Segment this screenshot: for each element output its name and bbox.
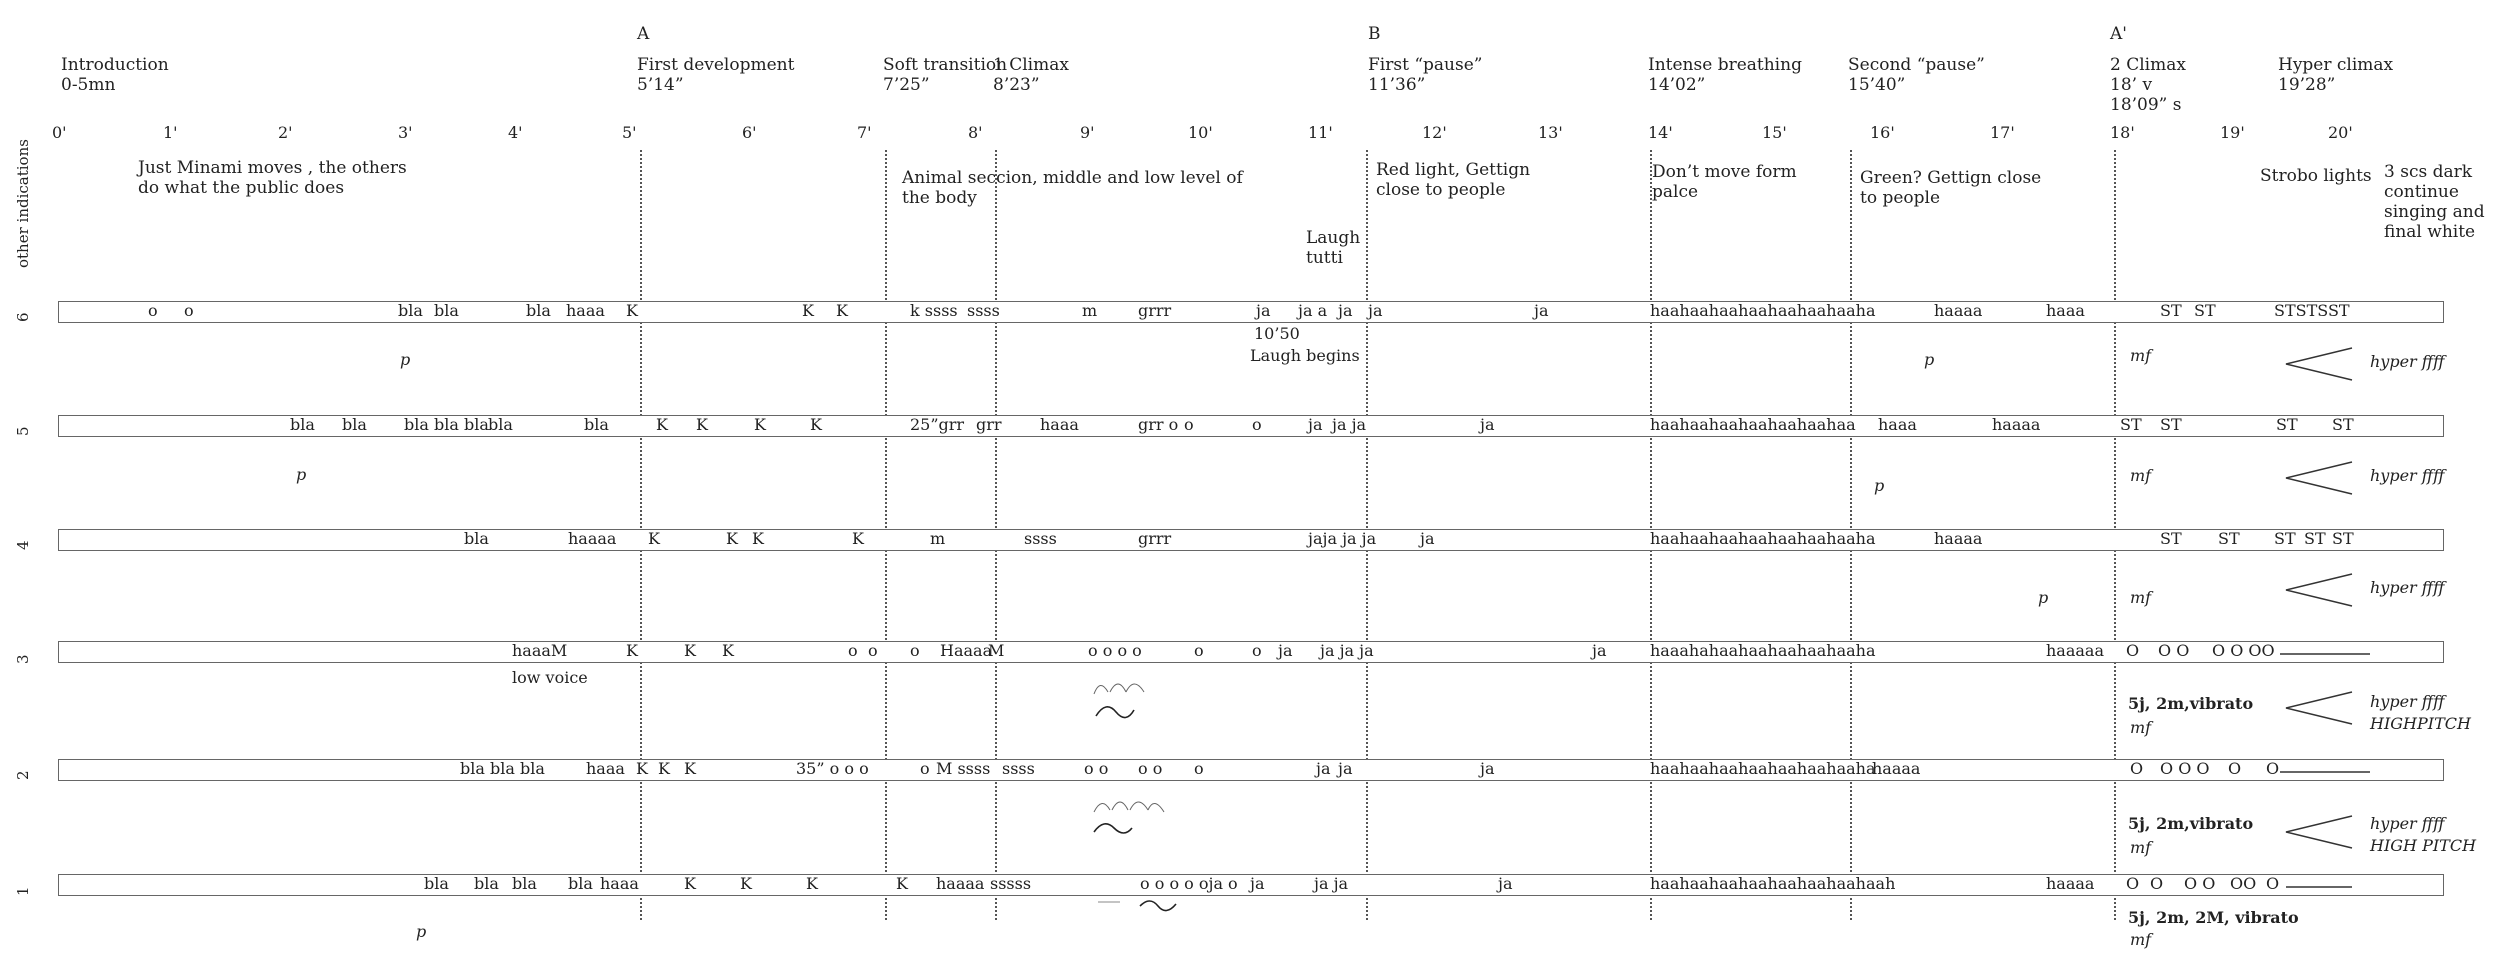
token: K bbox=[806, 874, 818, 893]
indication-green: Green? Gettign close to people bbox=[1860, 168, 2042, 208]
crescendo-hairpin-icon bbox=[2284, 814, 2354, 850]
indication-final: 3 scs dark continue singing and final white bbox=[2384, 162, 2485, 242]
token: Haaaa bbox=[940, 641, 993, 660]
token: o bbox=[1184, 415, 1194, 434]
token: ssss bbox=[967, 301, 1000, 320]
token: ja bbox=[1480, 415, 1495, 434]
token: K bbox=[752, 529, 764, 548]
indication-dont-move: Don’t move form palce bbox=[1652, 162, 1797, 202]
dynamic-marking: mf bbox=[2130, 588, 2152, 607]
section-title: 1 Climax bbox=[993, 55, 1069, 75]
section-time: 19’28” bbox=[2278, 75, 2336, 95]
section-title: Second “pause” bbox=[1848, 55, 1985, 75]
token: K bbox=[852, 529, 864, 548]
token: ST bbox=[2160, 301, 2182, 320]
token: O O OO bbox=[2212, 641, 2275, 660]
section-title: Introduction bbox=[61, 55, 169, 75]
section-title: 2 Climax bbox=[2110, 55, 2186, 75]
token: ja bbox=[1592, 641, 1607, 660]
token: haaa bbox=[1040, 415, 1079, 434]
token: ST bbox=[2120, 415, 2142, 434]
token: K bbox=[740, 874, 752, 893]
row-label: 3 bbox=[14, 654, 32, 664]
token: bla bbox=[474, 874, 499, 893]
token: o bbox=[184, 301, 194, 320]
section-letter: B bbox=[1368, 24, 1381, 44]
token: bla bbox=[512, 874, 537, 893]
section-time: 5’14” bbox=[637, 75, 684, 95]
token: o bbox=[868, 641, 878, 660]
dynamic-marking: hyper ffff bbox=[2370, 352, 2445, 371]
row-label: 4 bbox=[14, 540, 32, 550]
section-title: First development bbox=[637, 55, 795, 75]
indication-strobo: Strobo lights bbox=[2260, 166, 2372, 186]
tick: 8' bbox=[968, 123, 983, 142]
tick: 19' bbox=[2220, 123, 2245, 142]
token: haaaa bbox=[568, 529, 617, 548]
section-soft-transition bbox=[883, 55, 1007, 95]
technique-marking: 5j, 2m, 2M, vibrato bbox=[2128, 908, 2299, 927]
dynamic-marking: p bbox=[400, 350, 411, 369]
section-time: 14’02” bbox=[1648, 75, 1706, 95]
row-label: 5 bbox=[14, 426, 32, 436]
tick: 5' bbox=[622, 123, 637, 142]
glissando-curves-icon bbox=[1092, 790, 1188, 838]
section-letter: A bbox=[637, 24, 650, 44]
token: K bbox=[896, 874, 908, 893]
section-time: 0-5mn bbox=[61, 75, 116, 95]
token: bla bbox=[526, 301, 551, 320]
indication-animal: Animal seccion, middle and low level of the body bbox=[902, 168, 1243, 208]
row-label: 2 bbox=[14, 770, 32, 780]
token: o bbox=[848, 641, 858, 660]
token: O O bbox=[2184, 874, 2216, 893]
side-label: other indications bbox=[14, 139, 32, 268]
token: haahaahaahaahaahaahaaha bbox=[1650, 301, 1876, 320]
token: K bbox=[836, 301, 848, 320]
dynamic-marking: mf bbox=[2130, 838, 2152, 857]
token: ST bbox=[2160, 529, 2182, 548]
token: ST bbox=[2304, 529, 2326, 548]
token: haaaa bbox=[1872, 759, 1921, 778]
token: O bbox=[2228, 759, 2242, 778]
section-b bbox=[1368, 24, 1482, 95]
token: K bbox=[722, 641, 734, 660]
token: K bbox=[648, 529, 660, 548]
dynamic-marking: hyper ffff bbox=[2370, 578, 2445, 597]
token: OO bbox=[2230, 874, 2257, 893]
token: ja bbox=[1534, 301, 1549, 320]
tick: 2' bbox=[278, 123, 293, 142]
token: o bbox=[1194, 641, 1204, 660]
token: K bbox=[684, 874, 696, 893]
token: K bbox=[696, 415, 708, 434]
tick: 3' bbox=[398, 123, 413, 142]
token: o o o o bbox=[1088, 641, 1142, 660]
sustain-line bbox=[2280, 770, 2372, 774]
token: K bbox=[658, 759, 670, 778]
token: 25”grr bbox=[910, 415, 965, 434]
tick: 0' bbox=[52, 123, 67, 142]
token: ja bbox=[1308, 415, 1323, 434]
dynamic-marking: mf bbox=[2130, 346, 2152, 365]
dynamic-marking: p bbox=[1874, 476, 1885, 495]
crescendo-hairpin-icon bbox=[2284, 346, 2354, 382]
token: ja ja bbox=[1314, 874, 1349, 893]
token: O O O bbox=[2160, 759, 2210, 778]
note-laugh-begins: Laugh begins bbox=[1250, 346, 1360, 365]
crescendo-hairpin-icon bbox=[2284, 572, 2354, 608]
dynamic-marking: p bbox=[296, 465, 307, 484]
token: ST bbox=[2160, 415, 2182, 434]
token: o bbox=[1252, 415, 1262, 434]
dynamic-marking: hyper ffff bbox=[2370, 466, 2445, 485]
token: grrr bbox=[1138, 529, 1172, 548]
section-time: 11’36” bbox=[1368, 75, 1426, 95]
section-intro bbox=[61, 55, 169, 95]
tick: 16' bbox=[1870, 123, 1895, 142]
token: K bbox=[726, 529, 738, 548]
token: ja bbox=[1420, 529, 1435, 548]
token: bla bbox=[290, 415, 315, 434]
token: o bbox=[1252, 641, 1262, 660]
token: bla bbox=[568, 874, 593, 893]
token: ja bbox=[1498, 874, 1513, 893]
token: M ssss bbox=[936, 759, 991, 778]
note-time: 10’50 bbox=[1254, 324, 1300, 343]
token: K bbox=[754, 415, 766, 434]
token: m bbox=[930, 529, 946, 548]
section-time: 18’ v bbox=[2110, 75, 2153, 95]
pitch-marking: HIGHPITCH bbox=[2370, 714, 2471, 733]
token: o bbox=[910, 641, 920, 660]
token: bla bbox=[464, 529, 489, 548]
token: K bbox=[810, 415, 822, 434]
tick: 11' bbox=[1308, 123, 1333, 142]
token: O bbox=[2126, 641, 2140, 660]
token: K bbox=[802, 301, 814, 320]
token: ST bbox=[2332, 415, 2354, 434]
token: bla bla bla bbox=[404, 415, 489, 434]
token: bla bla bla bbox=[460, 759, 545, 778]
token: ssss bbox=[1002, 759, 1035, 778]
token: haaaM bbox=[512, 641, 568, 660]
tick: 6' bbox=[742, 123, 757, 142]
tick: 20' bbox=[2328, 123, 2353, 142]
tick: 4' bbox=[508, 123, 523, 142]
token: O bbox=[2130, 759, 2144, 778]
token: ja ja bbox=[1332, 415, 1367, 434]
section-title: Intense breathing bbox=[1648, 55, 1802, 75]
token: haahaahaahaahaahaahaa bbox=[1650, 415, 1856, 434]
token: haaahahaahaahaahaahaaha bbox=[1650, 641, 1876, 660]
section-time: 8’23” bbox=[993, 75, 1040, 95]
token: K bbox=[684, 759, 696, 778]
token: haahaahaahaahaahaahaahaah bbox=[1650, 874, 1896, 893]
token: haaa bbox=[1878, 415, 1917, 434]
token: bla bbox=[584, 415, 609, 434]
indication-red-light: Red light, Gettign close to people bbox=[1376, 160, 1531, 200]
sustain-line bbox=[2286, 885, 2356, 889]
token: o bbox=[920, 759, 930, 778]
tick: 7' bbox=[857, 123, 872, 142]
row-label: 6 bbox=[14, 312, 32, 322]
glissando-curves-icon bbox=[1092, 674, 1168, 722]
token: o bbox=[148, 301, 158, 320]
section-letter: A' bbox=[2110, 24, 2127, 44]
token: sssss bbox=[990, 874, 1032, 893]
technique-marking: 5j, 2m,vibrato bbox=[2128, 694, 2254, 713]
dynamic-marking: p bbox=[2038, 588, 2049, 607]
token: ST bbox=[2218, 529, 2240, 548]
token: o bbox=[1194, 759, 1204, 778]
dynamic-marking: mf bbox=[2130, 718, 2152, 737]
token: K bbox=[626, 641, 638, 660]
dynamic-marking: hyper ffff bbox=[2370, 814, 2445, 833]
token: ST bbox=[2332, 529, 2354, 548]
token: grr bbox=[976, 415, 1002, 434]
dynamic-marking: p bbox=[416, 922, 427, 941]
section-a-prime bbox=[2110, 24, 2186, 115]
section-hyper-climax bbox=[2278, 55, 2393, 95]
tick: 10' bbox=[1188, 123, 1213, 142]
note-low-voice: low voice bbox=[512, 668, 588, 687]
tick: 9' bbox=[1080, 123, 1095, 142]
token: m bbox=[1082, 301, 1098, 320]
section-a bbox=[637, 24, 794, 95]
dynamic-marking: mf bbox=[2130, 930, 2152, 949]
token: haaaa bbox=[936, 874, 985, 893]
token: O bbox=[2266, 874, 2280, 893]
crescendo-hairpin-icon bbox=[2284, 460, 2354, 496]
token: ST bbox=[2194, 301, 2216, 320]
tick: 15' bbox=[1762, 123, 1787, 142]
section-title: Hyper climax bbox=[2278, 55, 2394, 75]
section-time-secondary: 18’09” s bbox=[2110, 95, 2182, 115]
token: haahaahaahaahaahaahaaha bbox=[1650, 759, 1876, 778]
token: O O bbox=[2158, 641, 2190, 660]
token: jaja ja ja bbox=[1308, 529, 1377, 548]
token: STSTSST bbox=[2274, 301, 2350, 320]
token: 35” o o o bbox=[796, 759, 869, 778]
token: ST bbox=[2276, 415, 2298, 434]
token: o bbox=[1228, 874, 1238, 893]
token: haaaa bbox=[2046, 874, 2095, 893]
section-time: 15’40” bbox=[1848, 75, 1906, 95]
token: grr o bbox=[1138, 415, 1179, 434]
token: grrr bbox=[1138, 301, 1172, 320]
dynamic-marking: p bbox=[1924, 350, 1935, 369]
tick: 14' bbox=[1648, 123, 1673, 142]
token: ja ja ja bbox=[1320, 641, 1374, 660]
token: bla bbox=[424, 874, 449, 893]
token: O bbox=[2126, 874, 2140, 893]
token: haaa bbox=[2046, 301, 2085, 320]
token: O bbox=[2266, 759, 2280, 778]
token: haaaaa bbox=[2046, 641, 2104, 660]
token: ja a bbox=[1298, 301, 1328, 320]
token: bla bbox=[398, 301, 423, 320]
dynamic-marking: mf bbox=[2130, 466, 2152, 485]
tick: 18' bbox=[2110, 123, 2135, 142]
token: ssss bbox=[1024, 529, 1057, 548]
token: haaaa bbox=[1992, 415, 2041, 434]
indication-laugh-tutti: Laugh tutti bbox=[1306, 228, 1361, 268]
staff-row-4 bbox=[58, 529, 2444, 551]
token: K bbox=[656, 415, 668, 434]
token: o o bbox=[1084, 759, 1109, 778]
token: ja bbox=[1480, 759, 1495, 778]
token: haaa bbox=[586, 759, 625, 778]
token: O bbox=[2150, 874, 2164, 893]
token: haaaa bbox=[1934, 301, 1983, 320]
token: K bbox=[636, 759, 648, 778]
sustain-line bbox=[2280, 652, 2372, 656]
token: ja bbox=[1250, 874, 1265, 893]
glissando-curves-icon bbox=[1096, 894, 1192, 916]
tick: 13' bbox=[1538, 123, 1563, 142]
token: bla bbox=[434, 301, 459, 320]
token: o o bbox=[1138, 759, 1163, 778]
token: bla bbox=[342, 415, 367, 434]
tick: 17' bbox=[1990, 123, 2015, 142]
token: o o o o oja bbox=[1140, 874, 1224, 893]
section-second-pause bbox=[1848, 55, 1985, 95]
indication-intro: Just Minami moves , the others do what the public does bbox=[138, 158, 407, 198]
token: ja bbox=[1256, 301, 1271, 320]
token: K bbox=[684, 641, 696, 660]
token: haahaahaahaahaahaahaaha bbox=[1650, 529, 1876, 548]
token: haaa bbox=[566, 301, 605, 320]
token: K bbox=[626, 301, 638, 320]
staff-row-2 bbox=[58, 759, 2444, 781]
tick: 12' bbox=[1422, 123, 1447, 142]
token: ja bbox=[1338, 301, 1353, 320]
token: bla bbox=[488, 415, 513, 434]
token: haaa bbox=[600, 874, 639, 893]
token: haaaa bbox=[1934, 529, 1983, 548]
section-title: First “pause” bbox=[1368, 55, 1483, 75]
section-time: 7’25” bbox=[883, 75, 930, 95]
token: ja bbox=[1278, 641, 1293, 660]
token: ja bbox=[1368, 301, 1383, 320]
row-label: 1 bbox=[14, 886, 32, 896]
token: M bbox=[988, 641, 1005, 660]
tick: 1' bbox=[163, 123, 178, 142]
token: ST bbox=[2274, 529, 2296, 548]
token: k ssss bbox=[910, 301, 958, 320]
section-intense-breathing bbox=[1648, 55, 1802, 95]
token: ja bbox=[1338, 759, 1353, 778]
section-climax-1 bbox=[993, 55, 1069, 95]
token: ja bbox=[1316, 759, 1331, 778]
crescendo-hairpin-icon bbox=[2284, 690, 2354, 726]
technique-marking: 5j, 2m,vibrato bbox=[2128, 814, 2254, 833]
section-title: Soft transition bbox=[883, 55, 1008, 75]
pitch-marking: HIGH PITCH bbox=[2370, 836, 2477, 855]
dynamic-marking: hyper ffff bbox=[2370, 692, 2445, 711]
